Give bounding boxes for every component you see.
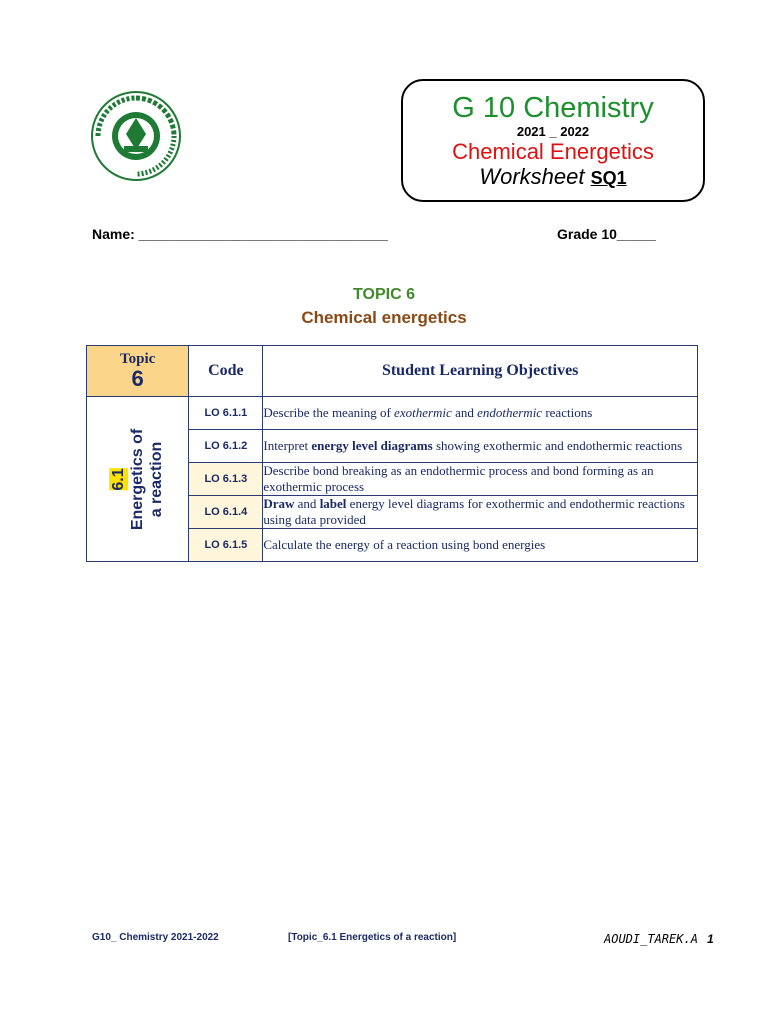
section-number: 6.1 [110,467,128,491]
worksheet-label [403,165,703,190]
section-title-line1: Energetics of [129,428,147,530]
objective-text-part: Describe bond breaking as an endothermic process and bond forming as an exothermic process [263,463,654,494]
section-title-line2: a reaction [148,441,166,517]
objective-text [263,430,698,463]
objective-text-part: and [294,496,320,511]
objective-text-part: label [319,496,347,511]
section-cell [87,397,189,562]
header-topic-number: 6 [131,366,144,391]
header-topic-word: Topic [120,351,156,367]
objective-text-part: Draw [263,496,295,511]
table-row [87,397,698,430]
objective-code: LO 6.1.5 [189,529,263,562]
objective-text-part: exothermic [394,405,452,420]
learning-objectives-table [86,345,698,562]
header-objectives: Student Learning Objectives [263,346,698,397]
objective-text-part: reactions [542,405,593,420]
school-year: 2021 _ 2022 [516,124,590,139]
objective-text-part: Describe the meaning of [263,405,395,420]
objective-code: LO 6.1.2 [189,430,263,463]
topic-label: TOPIC 6 [353,286,415,303]
objective-text [263,463,698,496]
objective-text-part: endothermic [477,405,543,420]
table-header-row [87,346,698,397]
topic-title: Chemical energetics [301,308,467,327]
name-field: Name: ________________________________ [92,226,388,242]
objective-text-part: energy level diagrams [311,438,433,453]
objective-text [263,529,698,562]
objective-text-part: Calculate the energy of a reaction using bond energies [263,537,546,552]
objective-text-part: energy level diagrams for exothermic and endothermic reactions using data provided [263,496,685,527]
worksheet-code: SQ1 [590,168,627,188]
objective-code: LO 6.1.3 [189,463,263,496]
header-topic-cell [87,346,189,397]
header-code: Code [189,346,263,397]
objective-text [263,397,698,430]
page-number: 1 [707,932,714,946]
school-crest-logo [88,88,184,184]
objective-text [263,496,698,529]
title-box [401,79,705,202]
section-label [109,428,166,529]
footer-topic: [Topic_6.1 Energetics of a reaction] [288,932,457,943]
objective-code: LO 6.1.1 [189,397,263,430]
objective-code: LO 6.1.4 [189,496,263,529]
course-title: G 10 Chemistry [452,92,654,124]
unit-title: Chemical Energetics [452,139,654,164]
objective-text-part: and [451,405,478,420]
objective-text-part: Interpret [263,438,312,453]
footer-course: G10_ Chemistry 2021-2022 [92,932,219,943]
footer-author: AOUDI_TAREK.A [604,932,698,946]
objective-text-part: showing exothermic and endothermic reactions [432,438,683,453]
grade-field: Grade 10_____ [557,226,656,242]
worksheet-word: Worksheet [479,164,585,189]
